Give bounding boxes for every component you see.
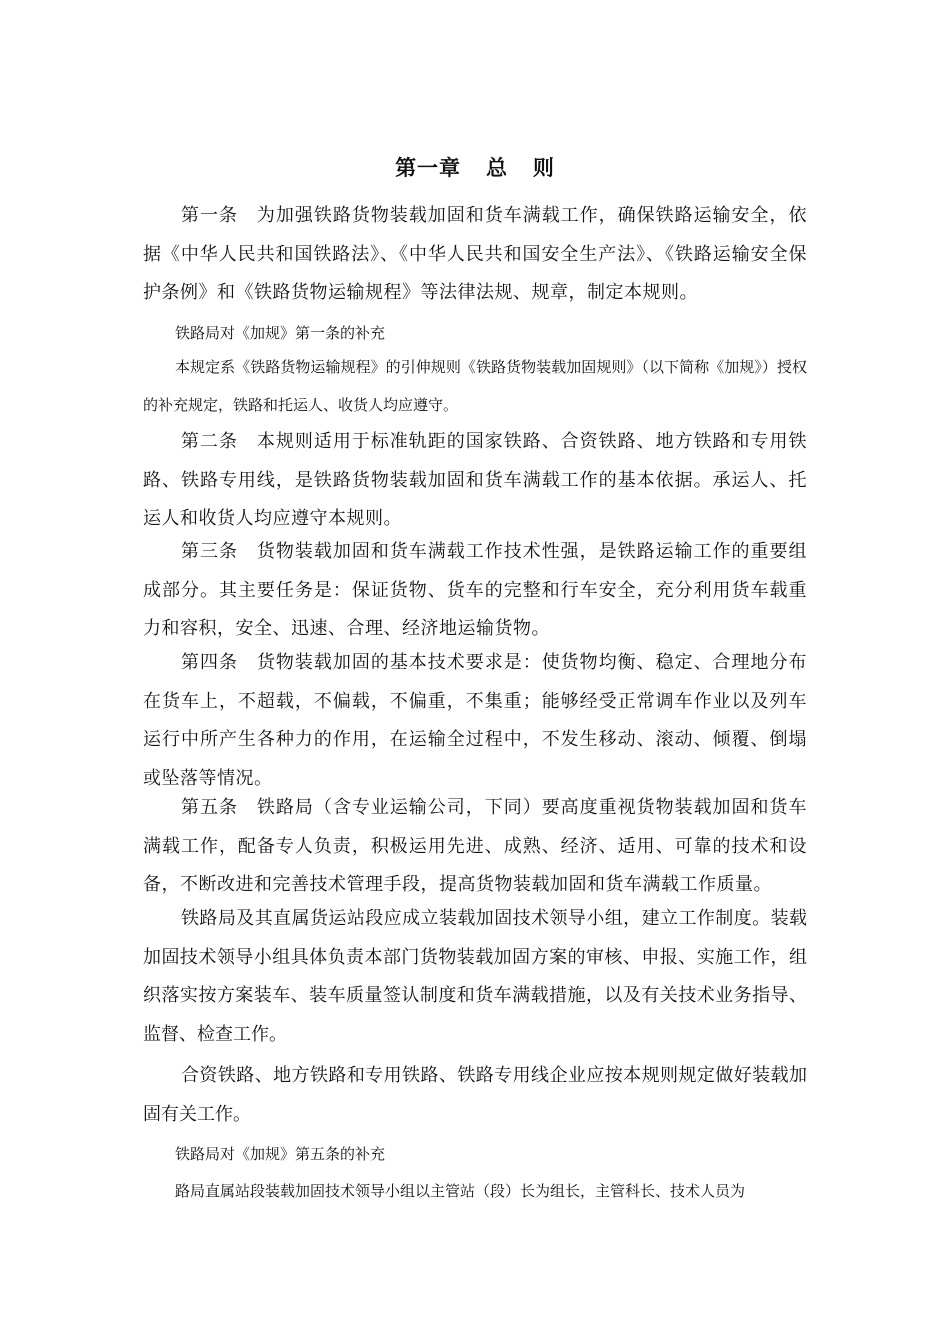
article-2: 第二条 本规则适用于标准轨距的国家铁路、合资铁路、地方铁路和专用铁路、铁路专用线，是铁路货物装载加固和货车满载工作的基本依据。承运人、托运人和收货人均应遵守本规则。: [143, 431, 807, 529]
supplement-5-body: 路局直属站段装载加固技术领导小组以主管站（段）长为组长，主管科长、技术人员为: [175, 1182, 746, 1200]
chapter-title: 第一章 总 则: [395, 156, 555, 180]
supplement-1-heading: 铁路局对《加规》第一条的补充: [175, 324, 386, 342]
supplement-5-heading: 铁路局对《加规》第五条的补充: [175, 1145, 386, 1163]
supplement-1-body: 本规定系《铁路货物运输规程》的引伸规则《铁路货物装载加固规则》（以下简称《加规》）授权的补充规定，铁路和托运人、收货人均应遵守。: [143, 358, 807, 414]
article-3: 第三条 货物装载加固和货车满载工作技术性强，是铁路运输工作的重要组成部分。其主要任务是：保证货物、货车的完整和行车安全，充分利用货车载重力和容积，安全、迅速、合理、经济地运输货物。: [143, 541, 807, 639]
article-5-paragraph-2: 铁路局及其直属货运站段应成立装载加固技术领导小组，建立工作制度。装载加固技术领导小组具体负责本部门货物装载加固方案的审核、申报、实施工作，组织落实按方案装车、装车质量签认制度和货车满载措施，以及有关技术业务指导、监督、检查工作。: [143, 908, 807, 1045]
article-1: 第一条 为加强铁路货物装载加固和货车满载工作，确保铁路运输安全，依据《中华人民共和国铁路法》、《中华人民共和国安全生产法》、《铁路运输安全保护条例》和《铁路货物运输规程》等法律法规、规章，制定本规则。: [143, 205, 807, 303]
article-5-paragraph-3: 合资铁路、地方铁路和专用铁路、铁路专用线企业应按本规则规定做好装载加固有关工作。: [143, 1065, 807, 1125]
article-5: 第五条 铁路局（含专业运输公司，下同）要高度重视货物装载加固和货车满载工作，配备专人负责，积极运用先进、成熟、经济、适用、可靠的技术和设备，不断改进和完善技术管理手段，提高货物装载加固和货车满载工作质量。: [143, 797, 807, 895]
article-4: 第四条 货物装载加固的基本技术要求是：使货物均衡、稳定、合理地分布在货车上，不超载，不偏载，不偏重，不集重；能够经受正常调车作业以及列车运行中所产生各种力的作用，在运输全过程中，不发生移动、滚动、倾覆、倒塌或坠落等情况。: [143, 652, 807, 789]
